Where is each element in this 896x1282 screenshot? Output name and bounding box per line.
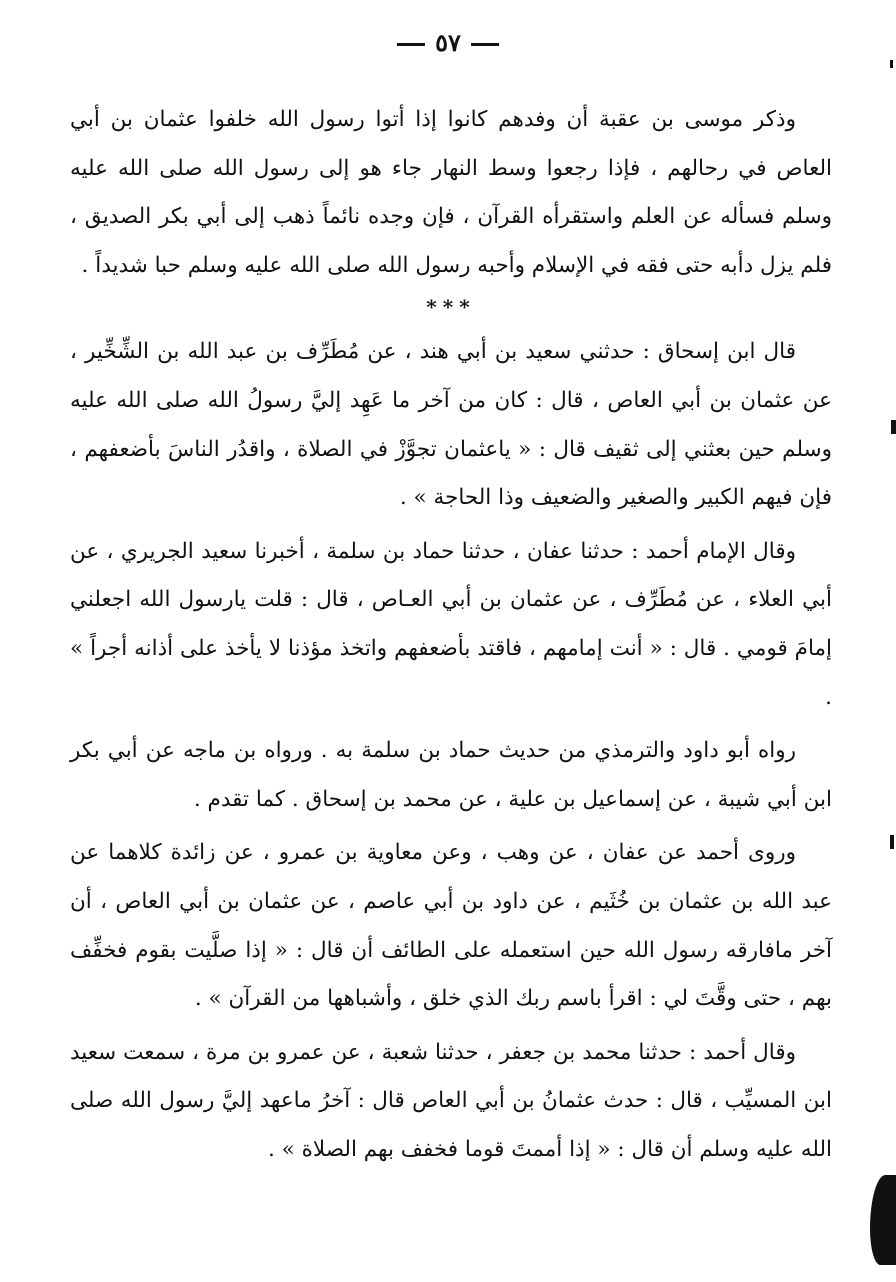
section-separator: *** <box>426 295 476 320</box>
paragraph-imam-ahmad: وقال الإمام أحمد : حدثنا عفان ، حدثنا حماد بن سلمة ، أخبرنا سعيد الجريري ، عن أبي العلاء ، عن مُطَرِّف ، عن عثمان بن أبي العـاص ، قال : قلت يارسول الله اجعلني إمامَ قومي . قال : « أنت إمامهم ، فاقتد بأضعفهم واتخذ مؤذنا لا يأخذ على أذانه أجراً » . <box>70 538 832 710</box>
scan-edge-mark <box>890 835 894 849</box>
header-dash-left <box>397 43 425 46</box>
paragraph-musa-bin-uqba: وذكر موسى بن عقبة أن وفدهم كانوا إذا أتوا رسول الله خلفوا عثمان بن أبي العاص في رحالهم ، فإذا رجعوا وسط النهار جاء هو إلى رسول الله صلى الله عليه وسلم فسأله عن العلم واستقرأه القرآن ، فإن وجده نائماً ذهب إلى أبي بكر الصديق ، فلم يزل دأبه حتى فقه في الإسلام وأحبه رسول الله صلى الله عليه وسلم حبا شديداً . <box>70 107 832 278</box>
paragraph-ahmad-affan: وروى أحمد عن عفان ، عن وهب ، وعن معاوية بن عمرو ، عن زائدة كلاهما عن عبد الله بن عثمان بن خُثَيم ، عن داود بن أبي عاصم ، عن عثمان بن أبي العاص ، أن آخر مافارقه رسول الله حين استعمله على الطائف أن قال : « إذا صلَّيت بقوم فخفِّف بهم ، حتى وقَّتَ لي : اقرأ باسم ربك الذي خلق ، وأشباهها من القرآن » . <box>70 840 832 1012</box>
header-dash-right <box>471 43 499 46</box>
page-number: ٥٧ <box>435 28 461 57</box>
scan-edge-blot <box>870 1175 896 1265</box>
page-header <box>0 28 896 57</box>
paragraph-ahmad-jafar: وقال أحمد : حدثنا محمد بن جعفر ، حدثنا شعبة ، عن عمرو بن مرة ، سمعت سعيد ابن المسيِّب ، قال : حدث عثمانُ بن أبي العاص قال : آخرُ ماعهد إليَّ رسول الله صلى الله عليه وسلم أن قال : « إذا أممتَ قوما فخفف بهم الصلاة » . <box>70 1039 832 1162</box>
page-body <box>70 96 832 1179</box>
scan-edge-mark <box>890 60 893 68</box>
paragraph-abu-dawud: رواه أبو داود والترمذي من حديث حماد بن سلمة به . ورواه بن ماجه عن أبي بكر ابن أبي شيبة ، عن إسماعيل بن علية ، عن محمد بن إسحاق . كما تقدم . <box>70 738 832 812</box>
paragraph-ibn-ishaq: قال ابن إسحاق : حدثني سعيد بن أبي هند ، عن مُطَرِّف بن عبد الله بن الشِّخِّير ، عن عثمان بن أبي العاص ، قال : كان من آخر ما عَهِد إليَّ رسولُ الله صلى الله عليه وسلم حين بعثني إلى ثقيف قال : « ياعثمان تجوَّزْ في الصلاة ، واقدُر الناسَ بأضعفهم ، فإن فيهم الكبير والصغير والضعيف وذا الحاجة » . <box>70 339 832 511</box>
scan-edge-mark <box>891 420 896 434</box>
